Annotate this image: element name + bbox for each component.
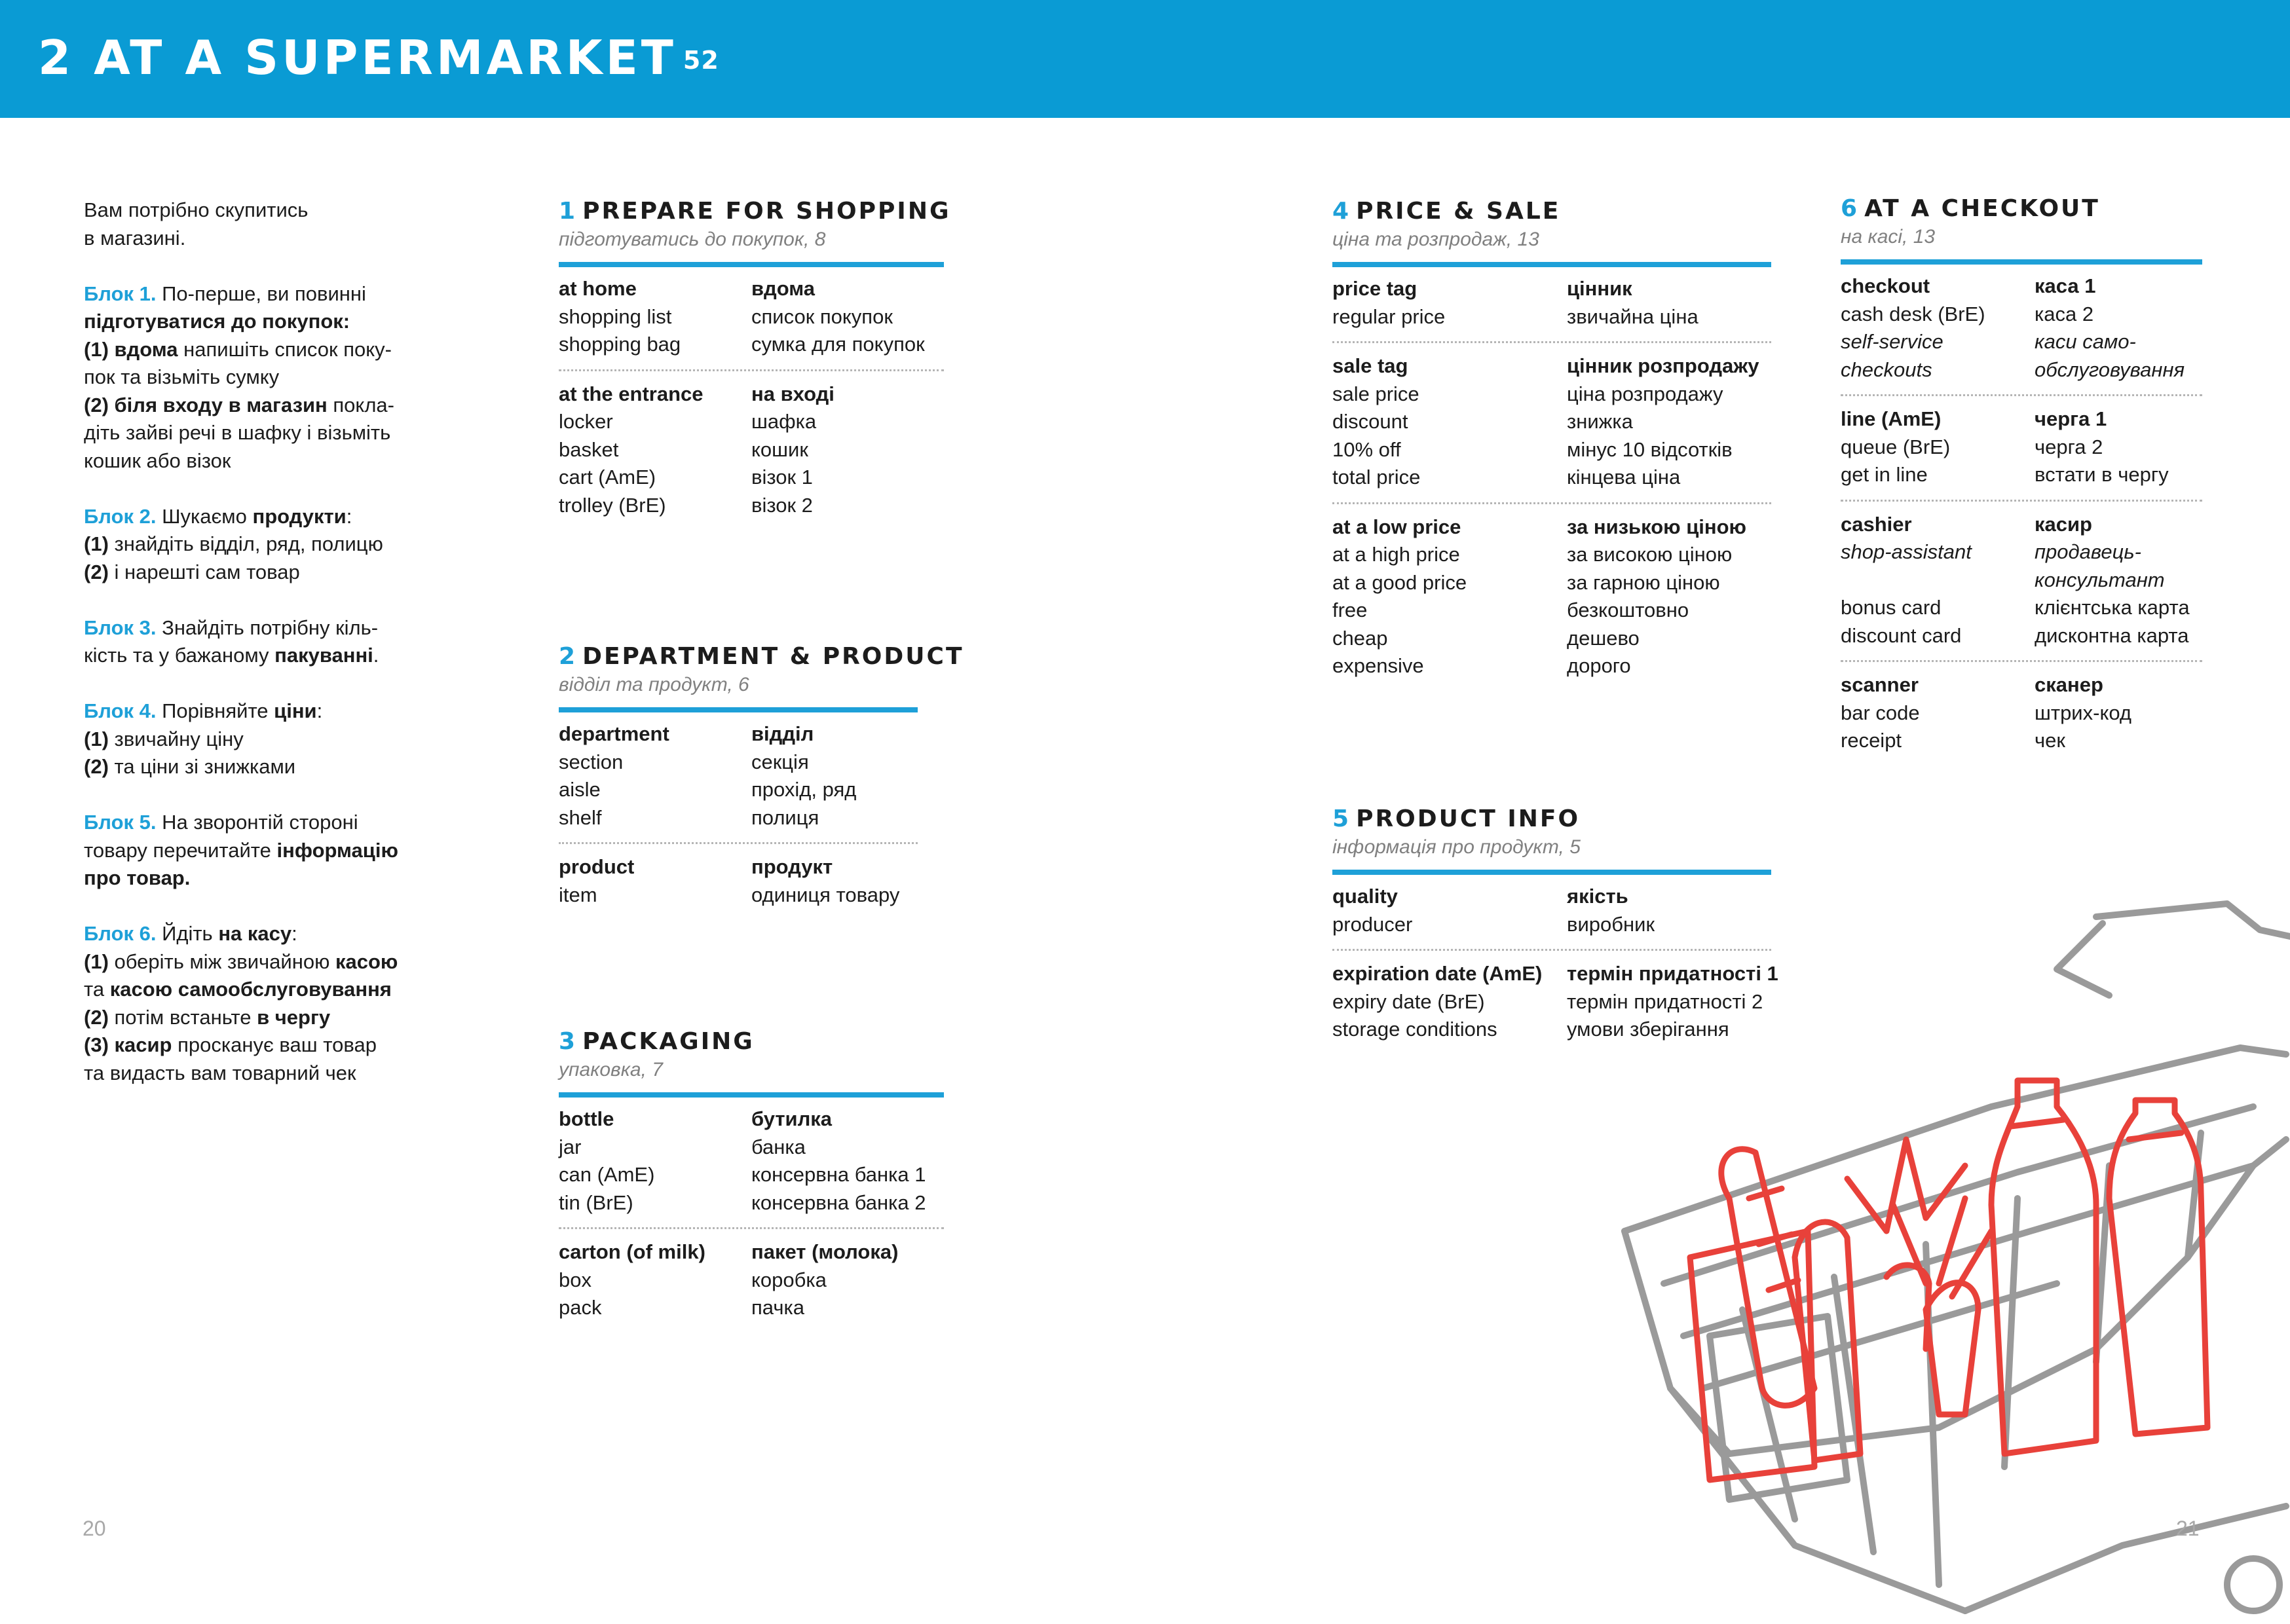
section-title-text: PRICE & SALE — [1356, 198, 1561, 225]
shopping-cart-illustration — [1598, 891, 2290, 1624]
title-superscript: 52 — [683, 46, 719, 75]
term-ukrainian: чек — [2035, 729, 2065, 752]
term-row — [1841, 328, 2202, 356]
term-english: locker — [559, 410, 613, 433]
section-subtitle: на касі, 13 — [1841, 226, 1936, 248]
section-divider — [1841, 259, 2202, 265]
term-row — [559, 853, 918, 881]
term-english: shop-assistant — [1841, 540, 1972, 563]
term-ukrainian: секція — [751, 750, 809, 773]
term-ukrainian: каса 1 — [2035, 274, 2096, 297]
term-ukrainian: штрих-код — [2035, 701, 2132, 724]
term-row — [559, 303, 944, 331]
term-ukrainian: візок 1 — [751, 466, 813, 489]
term-english: department — [559, 722, 669, 745]
term-row — [1332, 436, 1771, 464]
term-english: trolley (BrE) — [559, 493, 666, 517]
section-divider — [559, 1092, 944, 1098]
term-english: at a high price — [1332, 543, 1460, 566]
term-group — [559, 720, 918, 832]
term-row — [1841, 356, 2202, 384]
term-ukrainian: цінник розпродажу — [1567, 354, 1759, 377]
term-row — [559, 1161, 944, 1189]
section-divider — [1332, 262, 1771, 267]
term-ukrainian: список покупок — [751, 304, 893, 328]
section-number: 6 — [1841, 195, 1860, 222]
section-title — [559, 642, 964, 672]
term-row — [1841, 538, 2202, 566]
term-row — [559, 1189, 944, 1217]
term-row — [559, 720, 918, 748]
term-ukrainian: кошик — [751, 437, 808, 461]
term-ukrainian: прохід, ряд — [751, 778, 857, 801]
term-english: aisle — [559, 778, 601, 801]
term-english: bonus card — [1841, 596, 1942, 619]
term-ukrainian: черга 1 — [2035, 407, 2107, 430]
term-row — [1332, 408, 1771, 436]
term-english: shopping bag — [559, 333, 681, 356]
section-title-text: PRODUCT INFO — [1356, 805, 1581, 832]
term-ukrainian: мінус 10 відсотків — [1567, 437, 1733, 461]
intro-column — [84, 196, 451, 1115]
term-english: discount — [1332, 410, 1408, 433]
term-row — [1841, 622, 2202, 650]
term-ukrainian: обслуговування — [2035, 358, 2185, 381]
term-row — [1332, 303, 1771, 331]
term-row — [1841, 594, 2202, 622]
term-ukrainian: консервна банка 2 — [751, 1190, 926, 1214]
term-english: cashier — [1841, 512, 1912, 536]
term-english: at a low price — [1332, 515, 1461, 538]
term-ukrainian: термін придатності 1 — [1567, 962, 1778, 985]
term-english: can (AmE) — [559, 1163, 655, 1186]
term-ukrainian: сумка для покупок — [751, 333, 925, 356]
header-bar — [0, 0, 2290, 118]
term-english: quality — [1332, 885, 1398, 908]
term-group — [1841, 660, 2202, 755]
intro-block-3: Блок 3. Знайдіть потрібну кіль- кість та у бажаному пакуванні. — [84, 616, 379, 667]
term-row — [1841, 405, 2202, 434]
term-ukrainian: каси само- — [2035, 330, 2136, 353]
term-english — [1841, 566, 2035, 595]
term-row — [559, 436, 944, 464]
term-ukrainian: пакет (молока) — [751, 1240, 899, 1263]
term-row — [1841, 434, 2202, 462]
term-english: pack — [559, 1296, 602, 1319]
section-subtitle: упаковка, 7 — [559, 1059, 663, 1080]
intro-block-5: Блок 5. На зворонтій стороні товару перечитайте інформацію про товар. — [84, 811, 398, 889]
term-english: cheap — [1332, 626, 1388, 650]
term-english: sale price — [1332, 382, 1419, 405]
term-english: free — [1332, 599, 1368, 621]
term-row — [1841, 272, 2202, 301]
term-ukrainian: черга 2 — [2035, 435, 2103, 458]
section-subtitle: інформація про продукт, 5 — [1332, 836, 1581, 858]
section-title — [1332, 196, 1771, 227]
section-subtitle: відділ та продукт, 6 — [559, 674, 749, 695]
term-group — [559, 1227, 944, 1322]
term-ukrainian: ціна розпродажу — [1567, 382, 1723, 405]
term-ukrainian: знижка — [1567, 410, 1633, 433]
term-group — [559, 275, 944, 359]
section-number: 4 — [1332, 198, 1351, 225]
term-group — [1332, 502, 1771, 680]
term-ukrainian: клієнтська карта — [2035, 596, 2190, 619]
term-row — [1332, 597, 1771, 625]
term-row — [1841, 566, 2202, 595]
term-english: bottle — [559, 1107, 614, 1130]
term-ukrainian: дешево — [1567, 626, 1640, 650]
term-ukrainian: за високою ціною — [1567, 543, 1733, 566]
term-row — [559, 380, 944, 409]
term-ukrainian: кінцева ціна — [1567, 466, 1681, 489]
intro-block-6: Блок 6. Йдіть на касу: (1) оберіть між звичайною касою та касою самообслуговування (2) потім встаньте в чергу (3) касир просканує ваш товар та видасть вам товарний чек — [84, 922, 398, 1084]
term-ukrainian: за гарною ціною — [1567, 570, 1720, 594]
section-4 — [1332, 196, 1771, 680]
page-number-left: 20 — [83, 1517, 106, 1540]
section-divider — [559, 707, 918, 712]
term-ukrainian: встати в чергу — [2035, 463, 2169, 486]
term-english: tin (BrE) — [559, 1190, 633, 1214]
term-ukrainian: виробник — [1567, 912, 1655, 936]
term-ukrainian: шафка — [751, 410, 817, 433]
term-english: checkouts — [1841, 358, 1932, 381]
term-ukrainian: звичайна ціна — [1567, 304, 1699, 328]
term-english: jar — [559, 1135, 582, 1158]
term-english: sale tag — [1332, 354, 1408, 377]
term-row — [559, 492, 944, 520]
term-row — [1841, 511, 2202, 539]
term-group — [1332, 275, 1771, 331]
term-ukrainian: цінник — [1567, 277, 1632, 300]
term-english: shelf — [559, 805, 602, 829]
term-english: box — [559, 1268, 591, 1291]
term-english: producer — [1332, 912, 1413, 936]
section-title-text: AT A CHECKOUT — [1864, 195, 2100, 222]
term-ukrainian: пачка — [751, 1296, 804, 1319]
term-group — [559, 1105, 944, 1217]
title-text: 2 AT A SUPERMARKET — [38, 30, 677, 85]
section-title — [1841, 194, 2202, 224]
term-english: expensive — [1332, 654, 1424, 677]
term-ukrainian: безкоштовно — [1567, 599, 1689, 621]
term-ukrainian: касир — [2035, 512, 2092, 536]
term-english: line (AmE) — [1841, 407, 1942, 430]
section-title — [559, 196, 951, 227]
term-group — [1841, 272, 2202, 384]
term-row — [1841, 671, 2202, 699]
term-row — [559, 1238, 944, 1266]
term-english: expiration date (AmE) — [1332, 962, 1543, 985]
section-title-text: PACKAGING — [582, 1028, 755, 1055]
term-english: shopping list — [559, 304, 672, 328]
term-row — [1332, 541, 1771, 569]
section-1 — [559, 196, 951, 519]
term-row — [1332, 464, 1771, 492]
term-row — [559, 1134, 944, 1162]
term-row — [559, 331, 944, 359]
term-ukrainian: консультант — [2035, 568, 2165, 591]
term-english: regular price — [1332, 304, 1446, 328]
term-row — [559, 464, 944, 492]
section-3 — [559, 1027, 944, 1322]
intro-block-2: Блок 2. Шукаємо продукти: (1) знайдіть відділ, ряд, полицю (2) і нарешті сам товар — [84, 504, 383, 583]
term-row — [1332, 652, 1771, 680]
term-row — [1332, 275, 1771, 303]
term-ukrainian: відділ — [751, 722, 814, 745]
term-ukrainian: термін придатності 2 — [1567, 989, 1763, 1013]
term-row — [559, 776, 918, 804]
term-ukrainian: банка — [751, 1135, 806, 1158]
intro-lead: Вам потрібно скупитись в магазині. — [84, 198, 309, 249]
term-ukrainian: бутилка — [751, 1107, 833, 1130]
section-title — [559, 1027, 944, 1057]
term-ukrainian: одиниця товару — [751, 883, 900, 906]
intro-block-4: Блок 4. Порівняйте ціни: (1) звичайну ціну (2) та ціни зі знижками — [84, 699, 323, 778]
term-english: storage conditions — [1332, 1018, 1497, 1041]
section-title — [1332, 804, 1771, 834]
term-english: cash desk (BrE) — [1841, 302, 1985, 325]
section-6 — [1841, 194, 2202, 755]
term-row — [559, 1105, 944, 1134]
term-row — [1332, 513, 1771, 542]
term-ukrainian: за низькою ціною — [1567, 515, 1747, 538]
term-group — [559, 842, 918, 909]
term-ukrainian: консервна банка 1 — [751, 1163, 926, 1186]
section-subtitle: підготуватись до покупок, 8 — [559, 229, 826, 250]
term-row — [559, 1266, 944, 1295]
term-ukrainian: умови зберігання — [1567, 1018, 1729, 1041]
term-row — [1841, 301, 2202, 329]
term-ukrainian: якість — [1567, 885, 1628, 908]
section-number: 5 — [1332, 805, 1351, 832]
term-group — [1841, 394, 2202, 489]
term-english: scanner — [1841, 673, 1919, 696]
intro-block-1: Блок 1. По-перше, ви повинні підготуватися до покупок: (1) вдома напишіть список поку- пок та візьміть сумку (2) біля входу в магазин покла- діть зайві речі в шафку і візьміть кошик або візок — [84, 282, 394, 472]
term-row — [1332, 380, 1771, 409]
term-english: item — [559, 883, 597, 906]
term-ukrainian: каса 2 — [2035, 302, 2094, 325]
section-2 — [559, 642, 964, 909]
section-subtitle: ціна та розпродаж, 13 — [1332, 229, 1539, 250]
term-row — [559, 1294, 944, 1322]
term-group — [1332, 341, 1771, 492]
term-ukrainian: на вході — [751, 382, 835, 405]
term-row — [1841, 699, 2202, 728]
term-ukrainian: продукт — [751, 855, 833, 878]
term-row — [1332, 569, 1771, 597]
term-row — [1841, 727, 2202, 755]
term-english: queue (BrE) — [1841, 435, 1951, 458]
section-number: 3 — [559, 1028, 578, 1055]
term-english: bar code — [1841, 701, 1920, 724]
term-english: at a good price — [1332, 570, 1467, 594]
term-english: at home — [559, 277, 637, 300]
term-row — [1332, 352, 1771, 380]
term-english: product — [559, 855, 635, 878]
term-ukrainian: вдома — [751, 277, 816, 300]
term-row — [559, 881, 918, 910]
term-row — [559, 804, 918, 832]
page-number-right: 21 — [2176, 1517, 2200, 1540]
page-title — [38, 25, 719, 90]
section-title-text: DEPARTMENT & PRODUCT — [582, 643, 964, 670]
term-ukrainian: полиця — [751, 805, 819, 829]
term-english: cart (AmE) — [559, 466, 656, 489]
section-divider — [559, 262, 944, 267]
section-number: 2 — [559, 643, 578, 670]
term-row — [559, 408, 944, 436]
term-ukrainian: коробка — [751, 1268, 827, 1291]
term-english: discount card — [1841, 623, 1962, 647]
term-english: basket — [559, 437, 619, 461]
term-english: self-service — [1841, 330, 1943, 353]
term-group — [1841, 500, 2202, 650]
term-english: carton (of milk) — [559, 1240, 705, 1263]
term-ukrainian: сканер — [2035, 673, 2103, 696]
term-ukrainian: дисконтна карта — [2035, 623, 2189, 647]
term-row — [1841, 461, 2202, 489]
term-english: total price — [1332, 466, 1421, 489]
section-number: 1 — [559, 198, 578, 225]
term-english: price tag — [1332, 277, 1417, 300]
term-english: 10% off — [1332, 437, 1401, 461]
term-group — [559, 369, 944, 520]
term-ukrainian: дорого — [1567, 654, 1631, 677]
section-divider — [1332, 870, 1771, 875]
term-english: expiry date (BrE) — [1332, 989, 1485, 1013]
term-english: at the entrance — [559, 382, 704, 405]
term-ukrainian: продавець- — [2035, 540, 2142, 563]
term-english: get in line — [1841, 463, 1928, 486]
term-row — [559, 275, 944, 303]
term-english: section — [559, 750, 624, 773]
term-ukrainian: візок 2 — [751, 493, 813, 517]
term-english: receipt — [1841, 729, 1902, 752]
section-title-text: PREPARE FOR SHOPPING — [582, 198, 951, 225]
term-row — [559, 748, 918, 777]
term-row — [1332, 625, 1771, 653]
term-english: checkout — [1841, 274, 1930, 297]
